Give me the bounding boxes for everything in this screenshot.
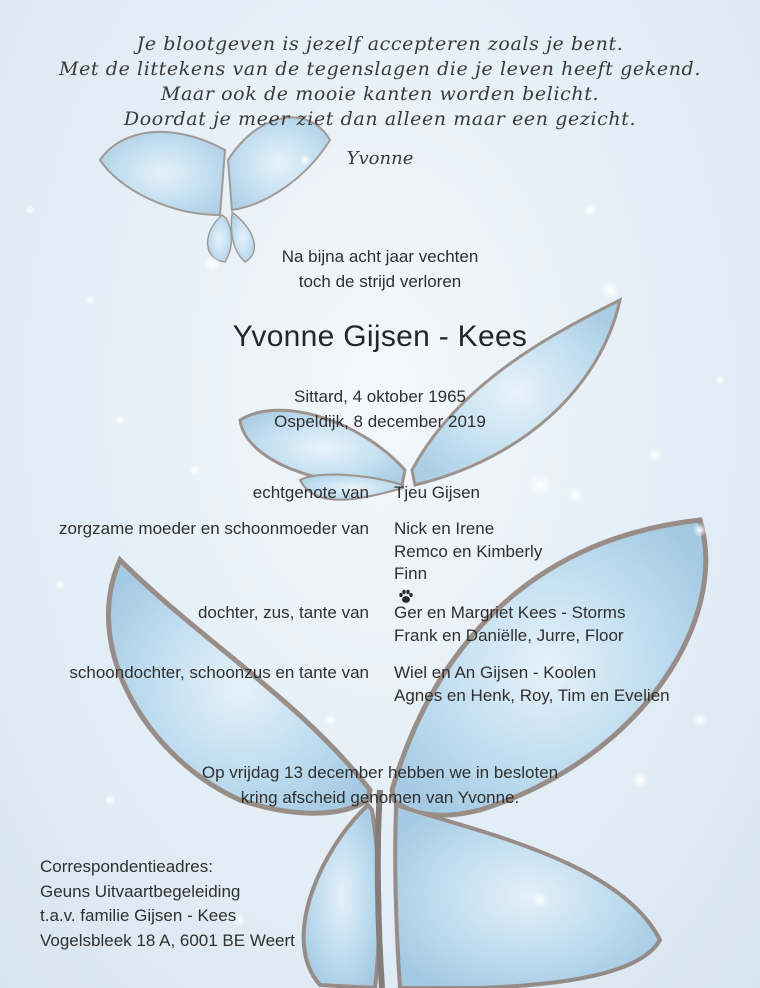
relation-names [394,662,670,707]
family-name: Remco en Kimberly [394,541,543,561]
deceased-name: Yvonne Gijsen - Kees [232,320,528,353]
family-name: Finn [394,564,428,583]
intro-text [0,244,760,294]
poem-author: Yvonne [346,148,414,169]
family-name: Ger en Margriet Kees - Storms [394,603,626,622]
poem-line: Met de littekens van de tegenslagen die je leven heeft gekend. [59,58,701,80]
poem-line: Je blootgeven is jezelf accepteren zoals je bent. [136,33,624,55]
relation-label: schoondochter, schoonzus en tante van [69,663,369,682]
announcement-line: kring afscheid genomen van Yvonne. [240,788,520,807]
death-date: Ospeldijk, 8 december 2019 [274,412,486,431]
relation-names [394,482,480,505]
relation-names [394,518,542,608]
relation-label: dochter, zus, tante van [197,603,369,622]
family-name: Frank en Daniëlle, Jurre, Floor [394,625,624,645]
relation-names [394,602,625,647]
poem-line: Maar ook de mooie kanten worden belicht. [160,83,600,105]
farewell-announcement [0,760,760,810]
address-line: Geuns Uitvaartbegeleiding [40,881,241,901]
poem-line: Doordat je meer ziet dan alleen maar een gezicht. [123,108,637,130]
intro-line: toch de strijd verloren [298,272,462,291]
poem [0,32,760,132]
address-line: Vogelsbleek 18 A, 6001 BE Weert [40,930,295,950]
family-name: Nick en Irene [394,519,495,538]
life-dates [0,384,760,434]
family-name: Wiel en An Gijsen - Koolen [394,663,597,682]
intro-line: Na bijna acht jaar vechten [281,247,479,266]
birth-date: Sittard, 4 oktober 1965 [293,387,466,406]
address-heading: Correspondentieadres: [40,857,213,876]
family-name: Tjeu Gijsen [394,483,480,502]
family-name: Agnes en Henk, Roy, Tim en Evelien [394,685,670,705]
correspondence-address [40,855,295,953]
address-line: t.a.v. familie Gijsen - Kees [40,906,237,925]
announcement-line: Op vrijdag 13 december hebben we in besloten [201,763,559,782]
relation-label: echtgenote van [252,483,369,502]
relation-label: zorgzame moeder en schoonmoeder van [59,519,369,538]
